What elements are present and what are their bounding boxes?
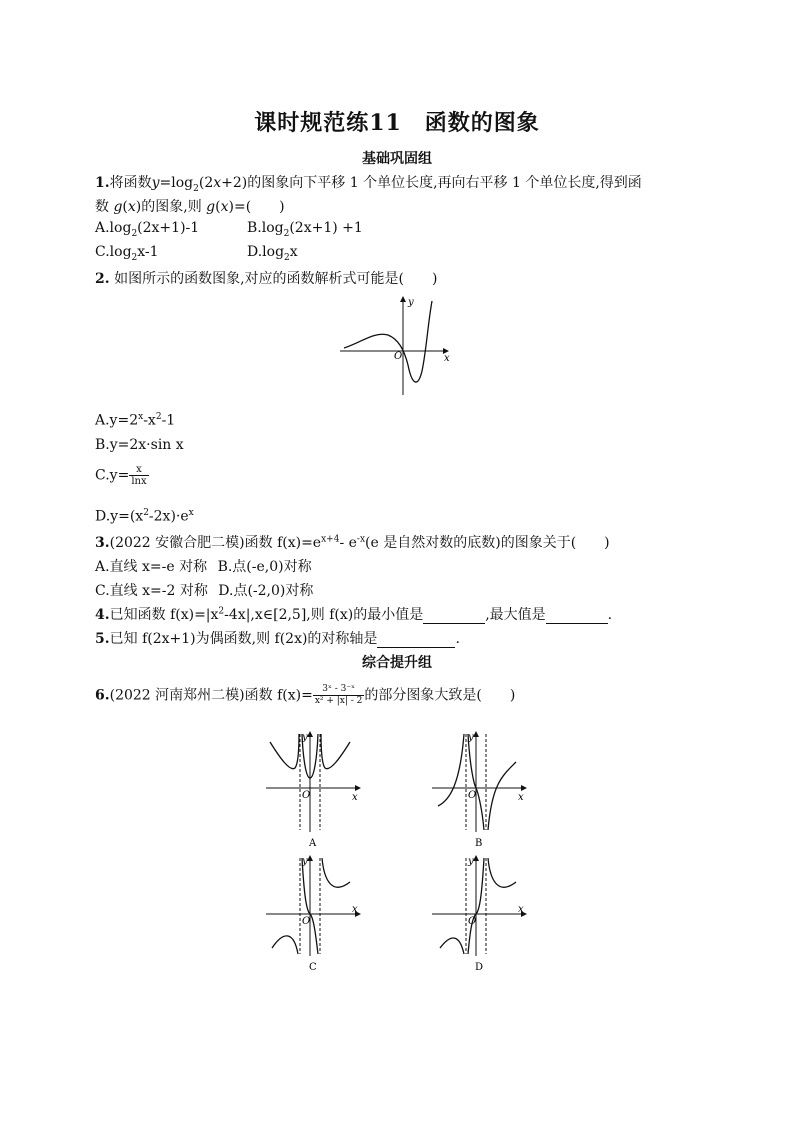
q6-graph-d[interactable] [428,852,538,974]
q1-line1: 1.将函数$y=\log_2(2x+2)$的图象向下平移 1 个单位长度,再向右平移 1 个单位长度,得到函 [95,175,642,194]
q2-curve [344,301,432,382]
q4-line: 4.已知函数 $f(x)=|x^2-4x|,x\in[2,5]$,则 f(x)的最小值是 ,最大值是 . [95,606,613,623]
svg-text:O: O [468,916,477,927]
svg-text:x: x [352,792,358,803]
q1-line2: 数 g(x)的图象,则 g(x)=( ) [95,199,285,215]
q6-graph-b-label: B [475,838,483,849]
q2-y-label: y [408,297,414,308]
page-title: 课时规范练11 函数的图象 [254,110,540,136]
q1-option-c[interactable]: $C.\log_2x-1$ [95,244,159,263]
q3-line: 3.(2022 安徽合肥二模)函数 $f(x)=e^{x+4}-$ $e^{-x}(e$ 是自然对数的底数)的图象关于( ) [95,534,610,551]
svg-text:O: O [302,916,311,927]
svg-text:y: y [468,732,474,743]
q3-options-cd [95,580,313,600]
q1-option-a[interactable]: $A.\log_2(2x+1)-1$ [95,220,200,239]
svg-text:y: y [302,856,308,867]
q1-options-cd [95,244,298,263]
q5-number: 5. [95,631,110,647]
q4-min-blank[interactable] [423,607,485,624]
q5-line: 5.已知 f(2x+1)为偶函数,则 f(2x)的对称轴是 . [95,631,460,647]
q1-option-d[interactable]: $D.\log_2x$ [247,244,298,263]
q6-graph-c[interactable] [262,852,372,974]
q1-text-c: 数 [95,199,109,215]
q2-number: 2. [95,271,110,287]
q3-options-ab [95,556,312,576]
q1-options-ab [95,220,363,239]
q3-number: 3. [95,535,110,551]
q3-option-a[interactable]: A.直线 x=-e 对称 [95,559,208,575]
q2-line [95,268,437,288]
q1-text-a: 将函数 [109,175,152,191]
q3-option-d[interactable]: D.点(-2,0)对称 [218,583,314,599]
q2-option-b[interactable]: B.y=2x·sin x [95,437,184,453]
q2-option-c[interactable]: C.y= $\frac{x}{\ln x}$ [95,464,147,487]
q3-option-b[interactable]: B.点(-e,0)对称 [217,559,312,575]
svg-text:x: x [518,792,524,803]
q3-option-c[interactable]: C.直线 x=-2 对称 [95,583,208,599]
q6-graph-a-label: A [309,838,317,849]
q2-option-d[interactable]: $D.y=(x^2-2x)\cdot e^x$ [95,508,194,525]
svg-text:x: x [352,904,358,915]
q1-text-d: 的图象,则 [141,199,202,215]
q6-graph-c-label: C [309,962,317,973]
q2-text: 如图所示的函数图象,对应的函数解析式可能是( ) [109,271,438,287]
q1-text-e: =( ) [233,199,285,215]
q2-origin-label: O [394,351,403,362]
q2-figure [340,293,460,399]
q1-text-b: 的图象向下平移 1 个单位长度,再向右平移 1 个单位长度,得到函 [247,175,642,191]
section-advanced: 综合提升组 [362,655,432,671]
q2-x-label: x [444,353,450,364]
svg-text:x: x [518,904,524,915]
q6-graph-d-label: D [475,962,484,973]
q4-number: 4. [95,607,110,623]
q6-number: 6. [95,687,110,704]
q6-graph-a[interactable] [262,728,372,850]
svg-text:y: y [468,856,474,867]
q4-max-blank[interactable] [546,607,608,624]
section-basic: 基础巩固组 [362,151,432,167]
q5-answer-blank[interactable] [377,631,455,648]
svg-text:y: y [302,732,308,743]
q2-option-a[interactable]: $A.y=2^x-x^2-1$ [95,412,176,429]
svg-text:O: O [468,790,477,801]
q6-line: 6.(2022 河南郑州二模)函数 f(x)= $\frac{\text{3ˣ - 3⁻ˣ}}{\text{x² + |x| - 2}}$ 的部分图象大致是( ) [95,684,516,706]
q1-option-b[interactable]: $B.\log_2(2x+1) +1$ [247,220,363,239]
svg-text:O: O [302,790,311,801]
q6-graph-b[interactable] [428,728,538,850]
q1-number: 1. [95,175,110,191]
